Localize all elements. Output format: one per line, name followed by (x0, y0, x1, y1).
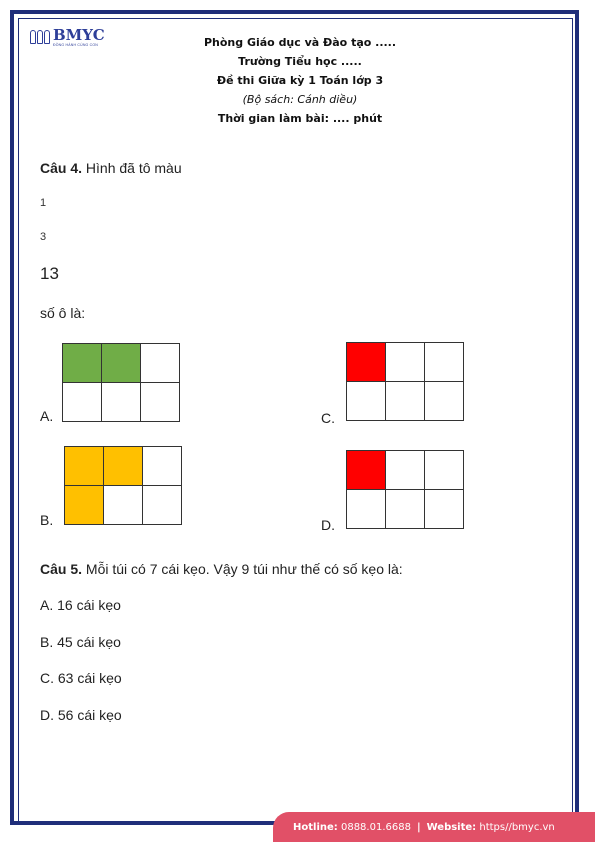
grid-cell (140, 382, 180, 422)
question-4-number: Câu 4. (40, 160, 83, 176)
shaded-cell (346, 450, 386, 490)
question-4 (40, 160, 182, 176)
grid-cell (346, 381, 386, 421)
question-5-option-a: A. 16 cái kẹo (40, 597, 121, 613)
grid-cell (424, 342, 464, 382)
header-duration: Thời gian làm bài: .... phút (217, 112, 383, 125)
grid-cell (385, 489, 425, 529)
option-b-label: B. (40, 512, 54, 528)
question-5-option-d: D. 56 cái kẹo (40, 707, 122, 723)
grid-cell (62, 382, 102, 422)
grid-cell (385, 381, 425, 421)
header-exam-title: Đề thi Giữa kỳ 1 Toán lớp 3 (216, 74, 384, 87)
footer-separator: | (416, 821, 421, 833)
option-c-label: C. (321, 410, 335, 426)
grid-cell (346, 489, 386, 529)
logo-name: BMYC (53, 26, 105, 44)
header-department: Phòng Giáo dục và Đào tạo ..... (203, 36, 397, 49)
shaded-cell (62, 343, 102, 383)
shaded-cell (103, 446, 143, 486)
question-5-text: Mỗi túi có 7 cái kẹo. Vậy 9 túi như thế có số kẹo là: (82, 561, 403, 577)
grid-cell (424, 489, 464, 529)
grid-cell (424, 381, 464, 421)
website-link[interactable]: https//bmyc.vn (479, 821, 555, 833)
header-school: Trường Tiểu học ..... (238, 55, 362, 68)
fraction-numerator: 1 (40, 197, 47, 209)
question-5 (40, 561, 403, 577)
grid-cell (101, 382, 141, 422)
grid-cell (385, 342, 425, 382)
hotline-label: Hotline: (293, 821, 338, 833)
option-d-label: D. (321, 517, 335, 533)
option-a-label: A. (40, 408, 54, 424)
option-b-grid (64, 446, 181, 524)
grid-cell (385, 450, 425, 490)
exam-header (150, 33, 450, 128)
logo-tagline: ĐỒNG HÀNH CÙNG CON (53, 43, 99, 47)
grid-cell (142, 446, 182, 486)
shaded-cell (346, 342, 386, 382)
grid-cell (103, 485, 143, 525)
family-icon (30, 30, 50, 44)
question-5-option-c: C. 63 cái kẹo (40, 670, 122, 686)
grid-cell (142, 485, 182, 525)
question-5-number: Câu 5. (40, 561, 83, 577)
shaded-cell (64, 446, 104, 486)
hotline-number[interactable]: 0888.01.6688 (340, 821, 411, 833)
shaded-cell (64, 485, 104, 525)
footer-bar (273, 812, 595, 842)
question-5-option-b: B. 45 cái kẹo (40, 634, 121, 650)
grid-cell (140, 343, 180, 383)
header-book: (Bộ sách: Cánh diều) (242, 93, 358, 106)
grid-cell (424, 450, 464, 490)
option-d-grid (346, 450, 463, 528)
question-4-text: Hình đã tô màu (82, 160, 182, 176)
fraction-denominator: 3 (40, 231, 47, 243)
shaded-cell (101, 343, 141, 383)
bmyc-logo (30, 28, 105, 48)
question-4-tail: số ô là: (40, 305, 86, 321)
fraction-inline: 13 (40, 264, 59, 283)
option-a-grid (62, 343, 179, 421)
website-label: Website: (426, 821, 477, 833)
option-c-grid (346, 342, 463, 420)
